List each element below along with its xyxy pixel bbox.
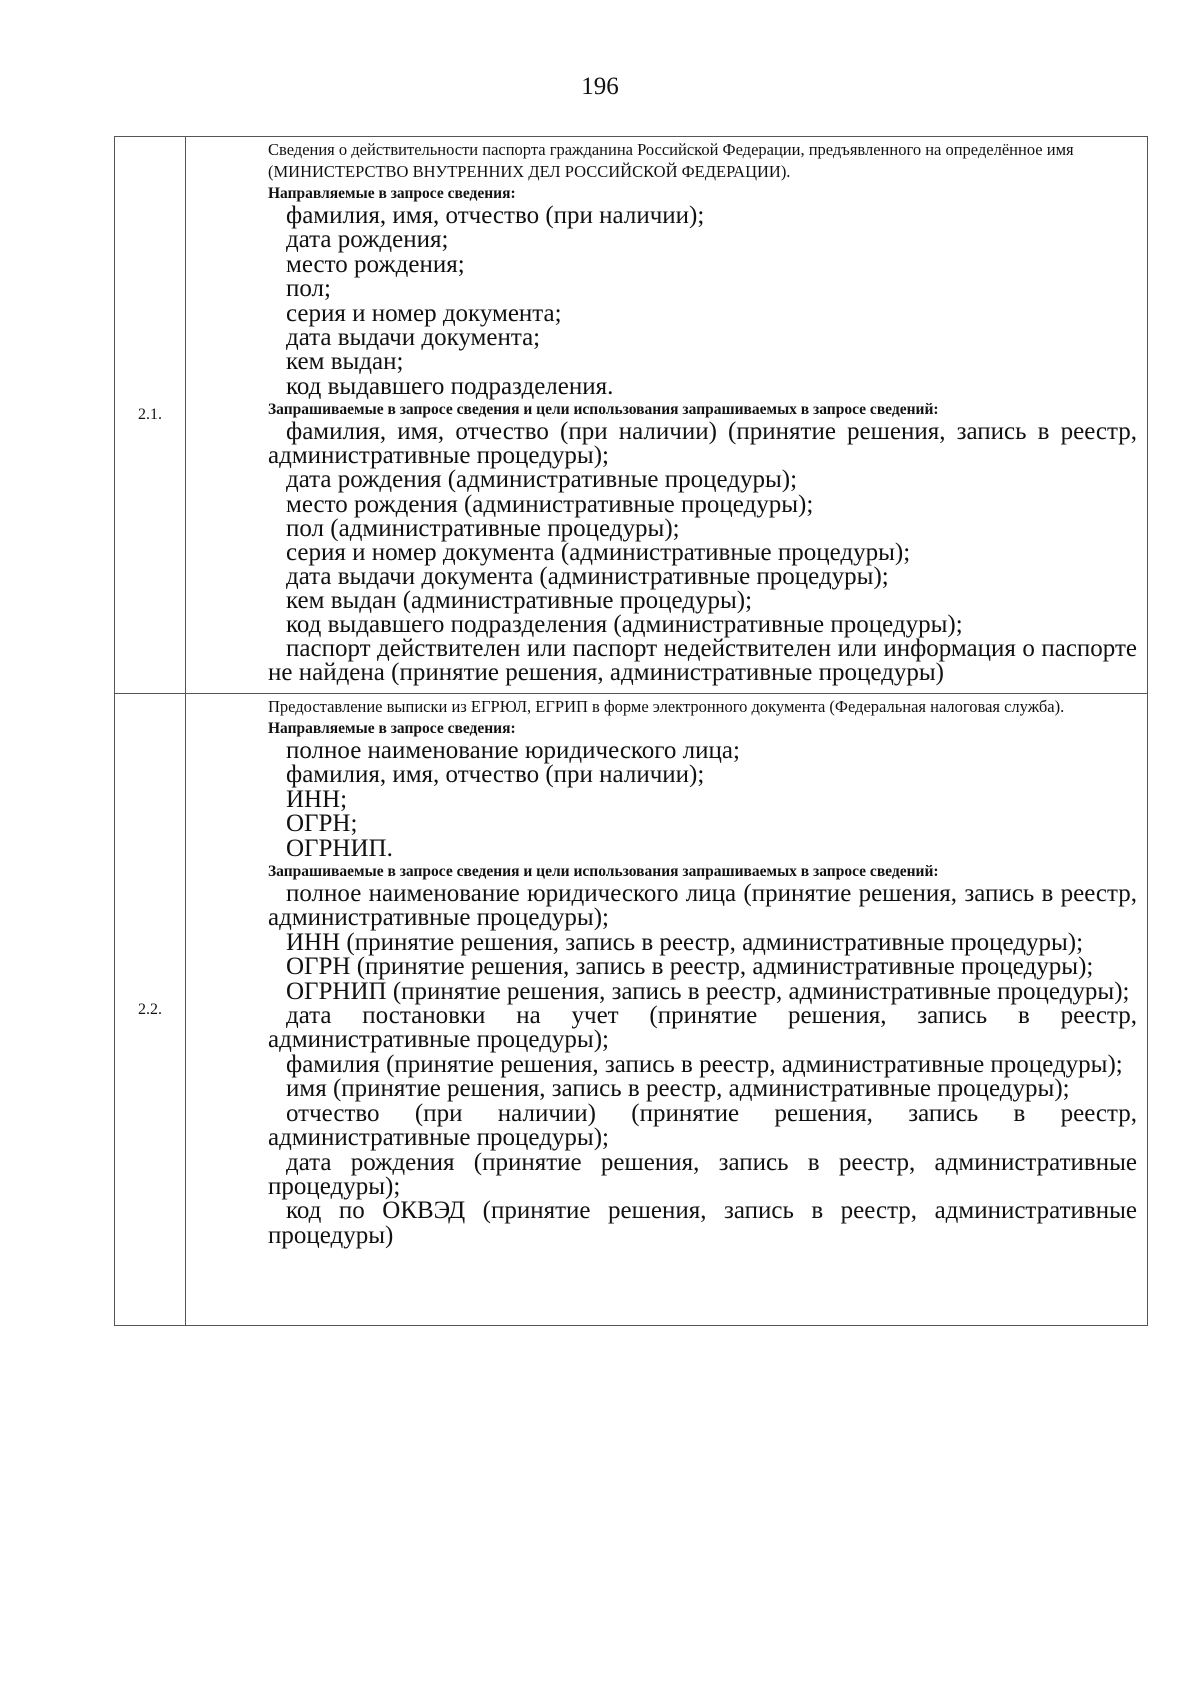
list-item: ОГРН (принятие решения, запись в реестр, административные процедуры); xyxy=(286,953,1094,981)
list-item: серия и номер документа (административные процедуры); xyxy=(286,538,911,566)
list-item: фамилия, имя, отчество (при наличии) (принятие решения, запись в реестр, административные процедуры); xyxy=(268,418,1137,470)
requested-heading: Запрашиваемые в запросе сведения и цели использования запрашиваемых в запросе сведений: xyxy=(268,401,939,419)
list-item: пол (административные процедуры); xyxy=(286,514,680,542)
list-item: фамилия (принятие решения, запись в реестр, административные процедуры); xyxy=(286,1050,1123,1078)
request-title: Сведения о действительности паспорта гражданина Российской Федерации, предъявленного на определённое имя (МИНИСТЕРСТВО ВНУТРЕННИХ ДЕЛ РОССИЙСКОЙ ФЕДЕРАЦИИ). xyxy=(268,140,1074,181)
list-item: дата выдачи документа; xyxy=(286,324,541,352)
list-item: полное наименование юридического лица (принятие решения, запись в реестр, административные процедуры); xyxy=(268,880,1137,932)
list-item: ИНН; xyxy=(286,785,348,813)
list-item: фамилия, имя, отчество (при наличии); xyxy=(286,202,705,229)
sent-list xyxy=(268,739,1137,861)
row-number: 2.1. xyxy=(115,137,186,694)
list-item: код выдавшего подразделения (административные процедуры); xyxy=(286,611,963,638)
page-number: 196 xyxy=(581,73,619,100)
list-item: дата рождения (административные процедуры); xyxy=(286,466,798,494)
list-item: место рождения; xyxy=(286,250,465,278)
table-row xyxy=(115,137,1148,694)
list-item: фамилия, имя, отчество (при наличии); xyxy=(286,761,705,789)
sent-list xyxy=(268,204,1137,399)
list-item: ОГРНИП (принятие решения, запись в реестр, административные процедуры); xyxy=(286,977,1130,1005)
requested-list xyxy=(268,882,1137,1248)
list-item: кем выдан; xyxy=(286,348,404,376)
request-title: Предоставление выписки из ЕГРЮЛ, ЕГРИП в форме электронного документа (Федеральная налоговая служба). xyxy=(268,697,1065,716)
list-item: ИНН (принятие решения, запись в реестр, административные процедуры); xyxy=(286,928,1084,956)
requests-table xyxy=(114,136,1148,1326)
list-item: серия и номер документа; xyxy=(286,299,562,327)
list-item: дата рождения (принятие решения, запись в реестр, административные процедуры); xyxy=(268,1148,1137,1200)
list-item: код по ОКВЭД (принятие решения, запись в реестр, административные процедуры) xyxy=(268,1197,1137,1249)
row-content xyxy=(186,694,1148,1326)
list-item: отчество (при наличии) (принятие решения, запись в реестр, административные процедуры); xyxy=(268,1099,1137,1152)
row-number: 2.2. xyxy=(115,694,186,1326)
requested-heading: Запрашиваемые в запросе сведения и цели использования запрашиваемых в запросе сведений: xyxy=(268,863,939,881)
list-item: кем выдан (административные процедуры); xyxy=(286,586,753,614)
list-item: место рождения (административные процедуры); xyxy=(286,490,814,518)
list-item: паспорт действителен или паспорт недействителен или информация о паспорте не найдена (принятие решения, административные процедуры) xyxy=(268,635,1137,687)
list-item: дата выдачи документа (административные процедуры); xyxy=(286,562,889,590)
list-item: ОГРНИП. xyxy=(286,834,393,862)
list-item: дата рождения; xyxy=(286,226,449,254)
list-item: пол; xyxy=(286,275,331,303)
list-item: дата постановки на учет (принятие решения, запись в реестр, административные процедуры); xyxy=(268,1002,1137,1054)
requested-list xyxy=(268,420,1137,685)
table-row xyxy=(115,694,1148,1326)
sent-heading: Направляемые в запросе сведения: xyxy=(268,185,516,202)
list-item: код выдавшего подразделения. xyxy=(286,372,614,400)
list-item: имя (принятие решения, запись в реестр, административные процедуры); xyxy=(286,1075,1070,1103)
list-item: полное наименование юридического лица; xyxy=(286,737,740,764)
sent-heading: Направляемые в запросе сведения: xyxy=(268,720,516,737)
row-content xyxy=(186,137,1148,694)
list-item: ОГРН; xyxy=(286,810,358,838)
